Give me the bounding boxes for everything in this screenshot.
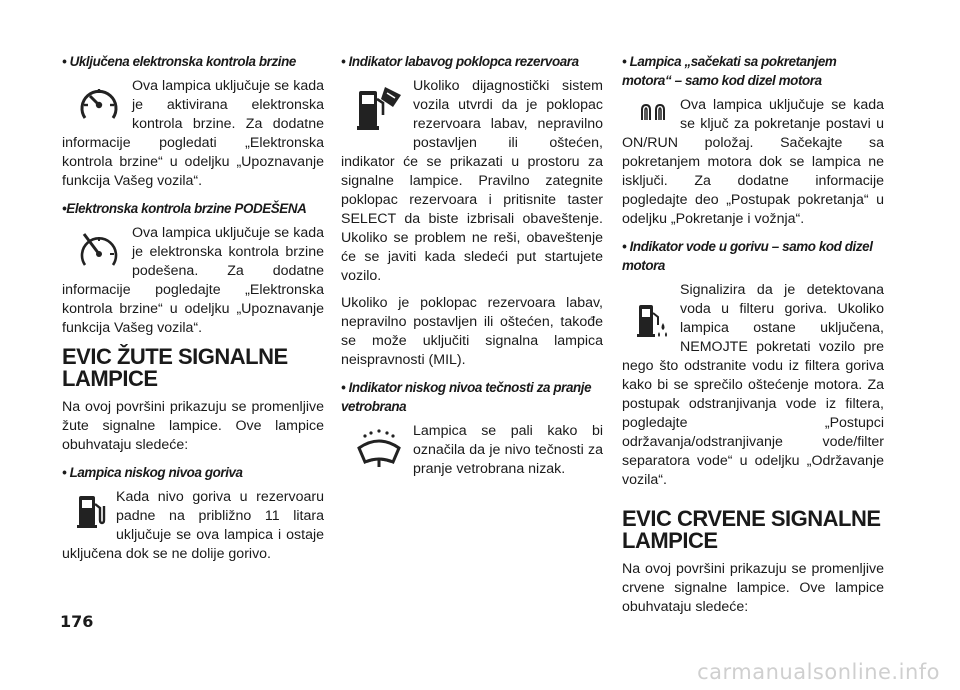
heading-cruise-on: • Uključena elektronska kontrola brzine bbox=[62, 54, 296, 69]
section-title-red bbox=[622, 508, 884, 552]
text-cruise-set: Ova lampica uključuje se kada je elektronska kontrola brzine podešena. Za dodatne informacije pogledajte „Elektronska kontrola brzine“ u odeljku „Upoznavanje funkcija Vašeg vozila“. bbox=[62, 225, 324, 336]
column-right bbox=[622, 52, 884, 625]
section-title-line: EVIC CRVENE SIGNALNE bbox=[622, 506, 881, 531]
heading-water-in-fuel: • Indikator vode u gorivu – samo kod dizel motora bbox=[622, 239, 873, 273]
text-cruise-on: Ova lampica uključuje se kada je aktivirana elektronska kontrola brzine. Za dodatne informacije pogledati „Elektronska kontrola brzine“ u odeljku „Upoznavanje funkcija Vašeg vozila“. bbox=[62, 78, 324, 189]
heading-cruise-set: •Elektronska kontrola brzine PODEŠENA bbox=[62, 201, 307, 216]
speedometer-icon bbox=[76, 81, 122, 127]
block-washer-fluid bbox=[341, 422, 603, 479]
paragraph-red-intro: Na ovoj površini prikazuju se promenljive crvene signalne lampice. Ove lampice obuhvataju sledeće: bbox=[622, 561, 884, 615]
paragraph-mil: Ukoliko je poklopac rezervoara labav, nepravilno postavljen ili oštećen, takođe se može uključiti signalna lampica neispravnosti (MIL). bbox=[341, 295, 603, 368]
speedometer-set-icon bbox=[76, 228, 122, 274]
block-water-in-fuel bbox=[622, 281, 884, 490]
page-number: 176 bbox=[60, 612, 94, 631]
text-wait-to-start: Ova lampica uključuje se kada se ključ za pokretanje postavi u ON/RUN položaj. Sačekajte sa pokretanjem motora dok se lampica ne isključi. Za dodatne informacije pogledajte deo „Postupak pokretanja“ u odeljku „Pokretanje i vožnja“. bbox=[622, 97, 884, 227]
water-in-fuel-icon bbox=[636, 301, 670, 341]
section-title-line: LAMPICE bbox=[62, 366, 158, 391]
heading-low-fuel: • Lampica niskog nivoa goriva bbox=[62, 465, 243, 480]
block-loose-cap bbox=[341, 77, 603, 286]
section-title-yellow bbox=[62, 346, 324, 390]
washer-fluid-icon bbox=[355, 426, 403, 468]
text-low-fuel: Kada nivo goriva u rezervoaru padne na približno 11 litara uključuje se ova lampica i ostaje uključena dok se ne dolije gorivo. bbox=[62, 489, 324, 562]
text-water-in-fuel: Signalizira da je detektovana voda u filteru goriva. Ukoliko lampica ostane uključena, NEMOJTE pokretati vozilo pre nego što odstranite vodu iz filtera goriva kako bi se sprečilo oštećenje motora. Za postupak odstranjivanja vode iz filtera, pogledajte „Postupci održavanja/odstranjivanje vode/filter separatora vode“ u odeljku „Održavanje vozila“. bbox=[622, 282, 884, 488]
paragraph-yellow-intro: Na ovoj površini prikazuju se promenljive žute signalne lampice. Ove lampice obuhvataju sledeće: bbox=[62, 399, 324, 453]
block-wait-to-start bbox=[622, 96, 884, 229]
column-left bbox=[62, 52, 324, 572]
text-loose-cap: Ukoliko dijagnostički sistem vozila utvrdi da je poklopac rezervoara labav, nepravilno postavljen ili oštećen, indikator će se prikazati u prostoru za signalne lampice. Pravilno zategnite poklopac rezervoara i pritisnite taster SELECT da biste izbrisali obaveštenje. Ukoliko se problem ne reši, obaveštenje će se javiti kada sledeći put startujete vozilo. bbox=[341, 78, 603, 284]
section-title-line: EVIC ŽUTE SIGNALNE bbox=[62, 344, 288, 369]
fuel-pump-icon bbox=[76, 492, 106, 530]
section-title-line: LAMPICE bbox=[622, 528, 718, 553]
loose-fuel-cap-icon bbox=[355, 81, 403, 137]
block-low-fuel bbox=[62, 488, 324, 564]
column-middle bbox=[341, 52, 603, 487]
block-cruise-set bbox=[62, 224, 324, 338]
block-cruise-on bbox=[62, 77, 324, 191]
heading-loose-cap: • Indikator labavog poklopca rezervoara bbox=[341, 54, 579, 69]
glow-plug-icon bbox=[636, 100, 670, 124]
heading-wait-to-start: • Lampica „sačekati sa pokretanjem motora“ – samo kod dizel motora bbox=[622, 54, 837, 88]
watermark: carmanualsonline.info bbox=[697, 660, 940, 684]
heading-washer-fluid: • Indikator niskog nivoa tečnosti za pranje vetrobrana bbox=[341, 380, 592, 414]
text-washer-fluid: Lampica se pali kako bi označila da je nivo tečnosti za pranje vetrobrana nizak. bbox=[413, 423, 603, 477]
